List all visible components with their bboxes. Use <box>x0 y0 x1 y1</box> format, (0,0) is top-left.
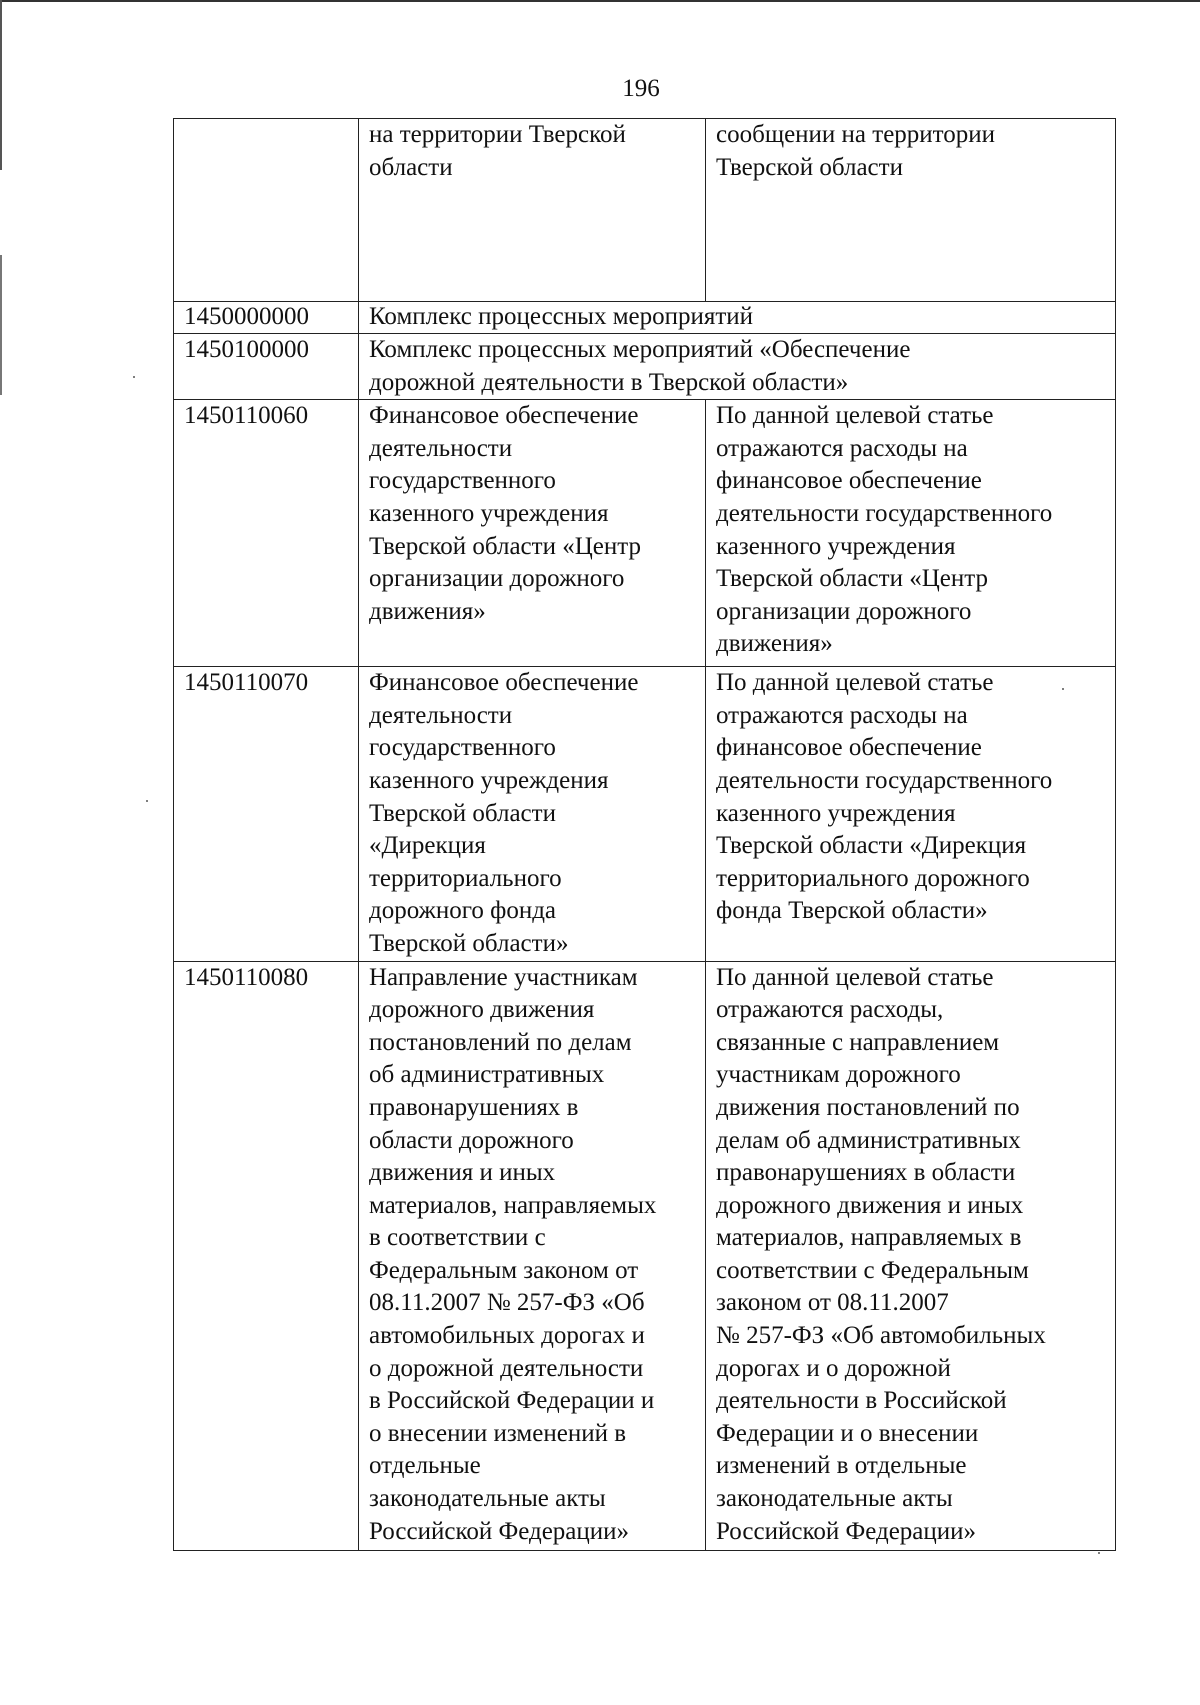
table-row <box>174 334 1116 400</box>
target-article-code <box>174 119 359 302</box>
target-article-name: Комплекс процессных мероприятий <box>359 302 1116 334</box>
scan-top-edge <box>0 0 1200 2</box>
target-article-code: 1450100000 <box>174 334 359 400</box>
table-row <box>174 667 1116 961</box>
target-article-description: По данной целевой статье отражаются расходы, связанные с направлением участникам дорожного движения постановлений по делам об административных правонарушениях в области дорожного движения и иных материалов, направляемых в соответствии с Федеральным законом от 08.11.2007 № 257-ФЗ «Об автомобильных дорогах и о дорожной деятельности в Российской Федерации и о внесении изменений в отдельные законодательные акты Российской Федерации» <box>706 961 1116 1550</box>
target-article-code: 1450110080 <box>174 961 359 1550</box>
target-article-description: По данной целевой статье отражаются расходы на финансовое обеспечение деятельности государственного казенного учреждения Тверской области «Центр организации дорожного движения» <box>706 400 1116 667</box>
target-article-description: По данной целевой статье отражаются расходы на финансовое обеспечение деятельности государственного казенного учреждения Тверской области «Дирекция территориального дорожного фонда Тверской области» <box>706 667 1116 961</box>
page-number: 196 <box>622 75 660 102</box>
scan-speck <box>1062 688 1064 690</box>
target-article-code: 1450110060 <box>174 400 359 667</box>
target-article-name: Финансовое обеспечение деятельности государственного казенного учреждения Тверской области «Дирекция территориального дорожного фонда Тверской области» <box>359 667 706 961</box>
target-article-name: Направление участникам дорожного движения постановлений по делам об административных правонарушениях в области дорожного движения и иных материалов, направляемых в соответствии с Федеральным законом от 08.11.2007 № 257-ФЗ «Об автомобильных дорогах и о дорожной деятельности в Российской Федерации и о внесении изменений в отдельные законодательные акты Российской Федерации» <box>359 961 706 1550</box>
scan-left-edge-lower <box>0 255 2 395</box>
target-article-description: сообщении на территории Тверской области <box>706 119 1116 302</box>
scan-speck <box>146 800 148 802</box>
target-article-name: Финансовое обеспечение деятельности государственного казенного учреждения Тверской области «Центр организации дорожного движения» <box>359 400 706 667</box>
target-article-name: на территории Тверской области <box>359 119 706 302</box>
budget-classification-table <box>173 118 1116 1551</box>
table-row <box>174 302 1116 334</box>
target-article-name: Комплекс процессных мероприятий «Обеспечение дорожной деятельности в Тверской области» <box>359 334 1116 400</box>
table-row <box>174 961 1116 1550</box>
table-row <box>174 400 1116 667</box>
target-article-code: 1450110070 <box>174 667 359 961</box>
scan-speck <box>1098 1552 1100 1554</box>
target-article-code: 1450000000 <box>174 302 359 334</box>
table-row <box>174 119 1116 302</box>
scan-speck <box>133 376 135 378</box>
